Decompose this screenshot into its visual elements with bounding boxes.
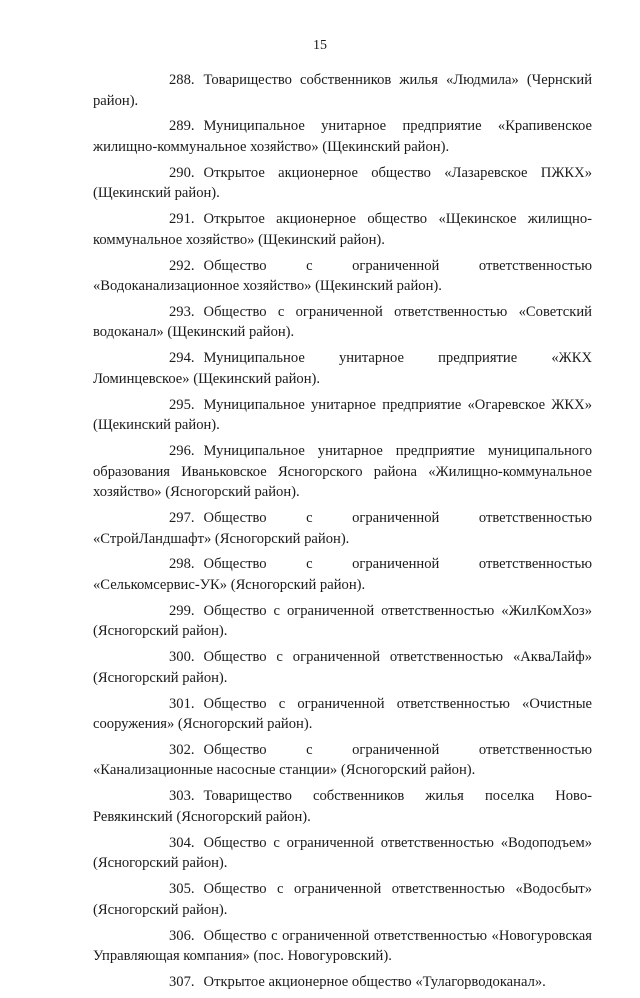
list-item bbox=[93, 163, 592, 204]
item-number: 304. bbox=[169, 834, 195, 851]
item-number: 293. bbox=[169, 303, 195, 320]
list-item bbox=[93, 348, 592, 389]
list-item bbox=[93, 879, 592, 920]
item-text: Общество с ограниченной ответственностью «Советский водоканал» (Щекинский район). bbox=[93, 303, 592, 341]
item-text: Общество с ограниченной ответственностью «СтройЛандшафт» (Ясногорский район). bbox=[93, 510, 592, 547]
list-item bbox=[93, 740, 592, 781]
list-item bbox=[93, 70, 592, 111]
list-item bbox=[93, 256, 592, 297]
item-text: Открытое акционерное общество «Лазаревское ПЖКХ» (Щекинский район). bbox=[93, 164, 592, 202]
list-item bbox=[93, 209, 592, 250]
item-text: Общество с ограниченной ответственностью «Водоподъем» (Ясногорский район). bbox=[93, 834, 592, 872]
list-item bbox=[93, 833, 592, 874]
list-item bbox=[93, 972, 592, 993]
list-item bbox=[93, 694, 592, 735]
item-text: Общество с ограниченной ответственностью «Водоканализационное хозяйство» (Щекинский район). bbox=[93, 257, 592, 295]
page-number: 15 bbox=[313, 38, 327, 53]
item-text: Товарищество собственников жилья «Людмила» (Чернский район). bbox=[93, 72, 592, 109]
item-text: Общество с ограниченной ответственностью «Новогуровская Управляющая компания» (пос. Новогуровский). bbox=[93, 927, 592, 965]
item-text: Общество с ограниченной ответственностью «Очистные сооружения» (Ясногорский район). bbox=[93, 695, 592, 733]
item-number: 290. bbox=[169, 164, 195, 181]
list-item bbox=[93, 926, 592, 967]
item-text: Муниципальное унитарное предприятие «Крапивенское жилищно-коммунальное хозяйство» (Щекинский район). bbox=[93, 118, 592, 155]
item-text: Муниципальное унитарное предприятие «Огаревское ЖКХ» (Щекинский район). bbox=[93, 396, 592, 434]
list-item bbox=[93, 647, 592, 688]
item-number: 307. bbox=[169, 973, 195, 990]
item-number: 294. bbox=[169, 350, 195, 367]
item-number: 288. bbox=[169, 72, 195, 88]
item-number: 300. bbox=[169, 649, 195, 666]
item-text: Открытое акционерное общество «Тулагорводоканал». bbox=[203, 973, 546, 990]
item-number: 302. bbox=[169, 741, 195, 758]
list-item bbox=[93, 508, 592, 549]
item-number: 298. bbox=[169, 556, 195, 573]
item-number: 292. bbox=[169, 257, 195, 274]
item-number: 303. bbox=[169, 788, 195, 805]
list-item bbox=[93, 786, 592, 827]
item-number: 306. bbox=[169, 927, 195, 944]
list-item bbox=[93, 302, 592, 343]
item-number: 297. bbox=[169, 510, 195, 527]
item-number: 289. bbox=[169, 118, 195, 135]
item-text: Общество с ограниченной ответственностью «Водосбыт» (Ясногорский район). bbox=[93, 881, 592, 918]
item-text: Муниципальное унитарное предприятие муниципального образования Иваньковское Ясногорского района «Жилищно-коммунальное хозяйство» (Ясногорский район). bbox=[93, 443, 592, 501]
list-item bbox=[93, 441, 592, 503]
item-number: 299. bbox=[169, 602, 195, 619]
item-number: 291. bbox=[169, 211, 195, 228]
list-item bbox=[93, 554, 592, 595]
item-text: Общество с ограниченной ответственностью «Селькомсервис-УК» (Ясногорский район). bbox=[93, 556, 592, 593]
item-text: Общество с ограниченной ответственностью «ЖилКомХоз» (Ясногорский район). bbox=[93, 602, 592, 640]
list-item bbox=[93, 116, 592, 157]
item-text: Муниципальное унитарное предприятие «ЖКХ Ломинцевское» (Щекинский район). bbox=[93, 350, 592, 387]
item-text: Открытое акционерное общество «Щекинское жилищно-коммунальное хозяйство» (Щекинский район). bbox=[93, 211, 592, 248]
item-number: 305. bbox=[169, 881, 195, 898]
item-text: Общество с ограниченной ответственностью «АкваЛайф» (Ясногорский район). bbox=[93, 649, 592, 686]
item-number: 301. bbox=[169, 695, 195, 712]
item-number: 295. bbox=[169, 396, 195, 413]
item-number: 296. bbox=[169, 443, 195, 460]
list-item bbox=[93, 395, 592, 436]
list-item bbox=[93, 601, 592, 642]
item-text: Общество с ограниченной ответственностью «Канализационные насосные станции» (Ясногорский район). bbox=[93, 741, 592, 779]
organization-list bbox=[93, 70, 592, 998]
item-text: Товарищество собственников жилья поселка Ново-Ревякинский (Ясногорский район). bbox=[93, 788, 592, 825]
